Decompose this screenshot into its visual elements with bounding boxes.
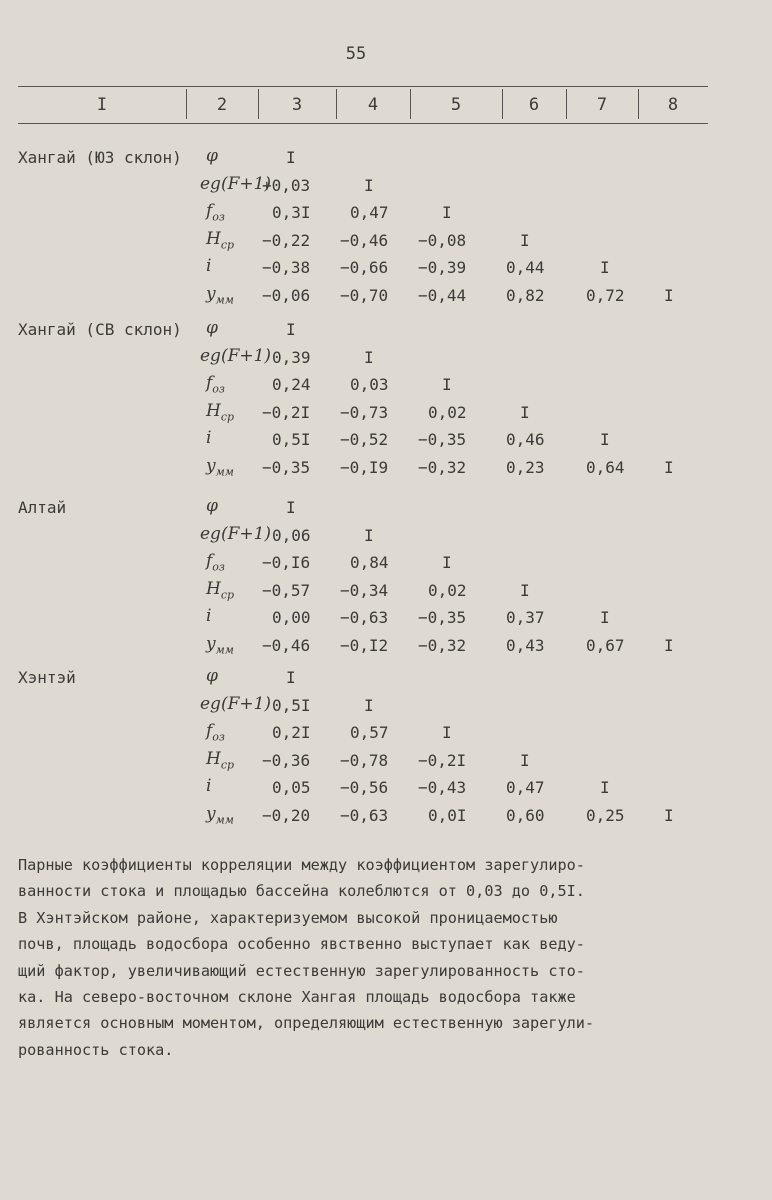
table-cell: I xyxy=(600,430,610,450)
variable-label: φ xyxy=(206,318,218,338)
paragraph-line: почв, площадь водосбора особенно явственно выступает как веду- xyxy=(18,935,585,954)
table-cell: I xyxy=(442,375,452,395)
table-cell: −0,34 xyxy=(340,580,389,600)
table-cell: I xyxy=(600,778,610,798)
paragraph-line: Парные коэффициенты корреляции между коэффициентом зарегулиро- xyxy=(18,856,585,874)
table-cell: −0,66 xyxy=(340,258,389,278)
variable-label: i xyxy=(206,776,212,797)
table-cell: I xyxy=(520,580,530,600)
table-cell: 0,5I xyxy=(272,430,311,450)
column-divider xyxy=(186,89,187,119)
table-cell: 0,02 xyxy=(428,580,467,600)
table-header-row xyxy=(18,86,708,124)
variable-label: i xyxy=(206,428,212,449)
table-cell: −0,57 xyxy=(262,580,311,600)
table-cell: −0,63 xyxy=(340,608,389,628)
table-cell: −0,22 xyxy=(262,230,311,250)
variable-label: $H_{ср}$ xyxy=(206,748,235,772)
table-cell: I xyxy=(286,148,296,167)
variable-label: $f_{оз}$ xyxy=(206,551,225,574)
variable-label: eg(F+1) xyxy=(200,345,272,366)
column-header-3: 3 xyxy=(291,95,303,115)
table-cell: I xyxy=(664,806,674,825)
table-cell: I xyxy=(600,608,610,628)
table-cell: 0,72 xyxy=(586,286,625,305)
table-cell: −0,46 xyxy=(262,636,311,655)
table-cell: I xyxy=(286,668,296,687)
variable-label: $H_{ср}$ xyxy=(206,228,235,252)
table-cell: −0,44 xyxy=(418,286,467,305)
table-cell: I xyxy=(286,320,296,339)
column-divider xyxy=(638,89,639,119)
table-cell: I xyxy=(442,553,452,573)
table-cell: −0,52 xyxy=(340,430,389,450)
table-cell: 0,84 xyxy=(350,553,389,573)
table-cell: −0,35 xyxy=(418,608,467,628)
table-cell: 0,82 xyxy=(506,286,545,305)
table-cell: −0,2I xyxy=(262,402,311,422)
table-cell: −0,20 xyxy=(262,806,311,825)
variable-label: $f_{оз}$ xyxy=(206,201,225,224)
table-cell: −0,06 xyxy=(262,286,311,305)
column-header-5: 5 xyxy=(450,95,462,115)
table-cell: 0,3I xyxy=(272,203,311,223)
variable-label: eg(F+1) xyxy=(200,523,272,544)
variable-label: i xyxy=(206,256,212,277)
table-cell: 0,00 xyxy=(272,608,311,628)
table-cell: 0,03 xyxy=(350,375,389,395)
variable-label: φ xyxy=(206,146,218,166)
table-cell: −0,36 xyxy=(262,750,311,770)
column-header-8: 8 xyxy=(667,95,679,115)
table-cell: I xyxy=(664,286,674,305)
table-cell: 0,47 xyxy=(506,778,545,798)
table-cell: 0,02 xyxy=(428,402,467,422)
region-name: Хэнтэй xyxy=(18,668,76,687)
variable-label: $H_{ср}$ xyxy=(206,578,235,602)
variable-label: $f_{оз}$ xyxy=(206,721,225,744)
table-cell: I xyxy=(520,402,530,422)
table-cell: 0,25 xyxy=(586,806,625,825)
table-cell: +0,03 xyxy=(262,175,311,195)
table-cell: −0,35 xyxy=(262,458,311,477)
page-number: 55 xyxy=(345,44,367,64)
column-header-1: I xyxy=(96,95,108,115)
table-cell: 0,64 xyxy=(586,458,625,477)
table-cell: 0,0I xyxy=(428,806,467,825)
table-cell: −0,39 xyxy=(418,258,467,278)
table-cell: I xyxy=(286,498,296,517)
region-name: Хангай (СВ склон) xyxy=(18,320,182,339)
table-cell: 0,43 xyxy=(506,636,545,655)
table-cell: −0,I2 xyxy=(340,636,389,655)
variable-label: $y_{мм}$ xyxy=(206,634,234,657)
variable-label: eg(F+1) xyxy=(200,173,272,194)
variable-label: $y_{мм}$ xyxy=(206,804,234,827)
paragraph-line: ванности стока и площадью бассейна колеблются от 0,03 до 0,5I. xyxy=(18,882,585,901)
column-divider xyxy=(410,89,411,119)
variable-label: $y_{мм}$ xyxy=(206,456,234,479)
table-cell: 0,06 xyxy=(272,525,311,545)
table-cell: 0,23 xyxy=(506,458,545,477)
paragraph-line: является основным моментом, определяющим естественную зарегули- xyxy=(18,1014,595,1033)
table-cell: 0,37 xyxy=(506,608,545,628)
table-cell: I xyxy=(664,458,674,477)
table-cell: 0,39 xyxy=(272,347,311,367)
paragraph-line: В Хэнтэйском районе, характеризуемом высокой проницаемостью xyxy=(18,908,558,927)
table-cell: I xyxy=(442,203,452,223)
column-header-2: 2 xyxy=(216,95,228,115)
table-cell: I xyxy=(520,750,530,770)
variable-label: φ xyxy=(206,496,218,516)
column-divider xyxy=(566,89,567,119)
table-cell: 0,5I xyxy=(272,695,311,715)
table-cell: −0,38 xyxy=(262,258,311,278)
table-cell: I xyxy=(364,175,374,195)
table-cell: −0,32 xyxy=(418,636,467,655)
column-header-7: 7 xyxy=(596,95,608,115)
table-cell: −0,35 xyxy=(418,430,467,450)
table-cell: −0,2I xyxy=(418,750,467,770)
paragraph-line: ка. На северо-восточном склоне Хангая площадь водосбора также xyxy=(18,988,576,1007)
table-cell: −0,70 xyxy=(340,286,389,305)
column-divider xyxy=(336,89,337,119)
table-cell: −0,I9 xyxy=(340,458,389,477)
table-cell: I xyxy=(364,695,374,715)
table-cell: −0,73 xyxy=(340,402,389,422)
table-cell: −0,46 xyxy=(340,230,389,250)
table-cell: −0,I6 xyxy=(262,553,311,573)
table-cell: I xyxy=(520,230,530,250)
region-name: Алтай xyxy=(18,498,67,517)
table-cell: I xyxy=(664,636,674,655)
variable-label: φ xyxy=(206,666,218,686)
body-paragraph xyxy=(18,852,718,1063)
table-cell: −0,32 xyxy=(418,458,467,477)
column-divider xyxy=(502,89,503,119)
table-cell: −0,08 xyxy=(418,230,467,250)
variable-label: $H_{ср}$ xyxy=(206,400,235,424)
variable-label: i xyxy=(206,606,212,627)
column-divider xyxy=(258,89,259,119)
table-cell: I xyxy=(364,347,374,367)
paragraph-line: рованность стока. xyxy=(18,1040,174,1059)
paragraph-line: щий фактор, увеличивающий естественную зарегулированность сто- xyxy=(18,961,585,980)
table-cell: −0,78 xyxy=(340,750,389,770)
table-cell: −0,43 xyxy=(418,778,467,798)
table-cell: 0,46 xyxy=(506,430,545,450)
table-cell: I xyxy=(600,258,610,278)
table-cell: 0,57 xyxy=(350,723,389,743)
table-cell: 0,24 xyxy=(272,375,311,395)
table-cell: −0,56 xyxy=(340,778,389,798)
table-cell: 0,47 xyxy=(350,203,389,223)
variable-label: eg(F+1) xyxy=(200,693,272,714)
table-cell: 0,60 xyxy=(506,806,545,825)
table-cell: 0,67 xyxy=(586,636,625,655)
table-cell: −0,63 xyxy=(340,806,389,825)
table-cell: I xyxy=(364,525,374,545)
column-header-6: 6 xyxy=(528,95,540,115)
region-name: Хангай (ЮЗ склон) xyxy=(18,148,182,167)
table-cell: 0,2I xyxy=(272,723,311,743)
variable-label: $f_{оз}$ xyxy=(206,373,225,396)
variable-label: $y_{мм}$ xyxy=(206,284,234,307)
column-header-4: 4 xyxy=(367,95,379,115)
table-cell: 0,05 xyxy=(272,778,311,798)
table-cell: 0,44 xyxy=(506,258,545,278)
table-cell: I xyxy=(442,723,452,743)
